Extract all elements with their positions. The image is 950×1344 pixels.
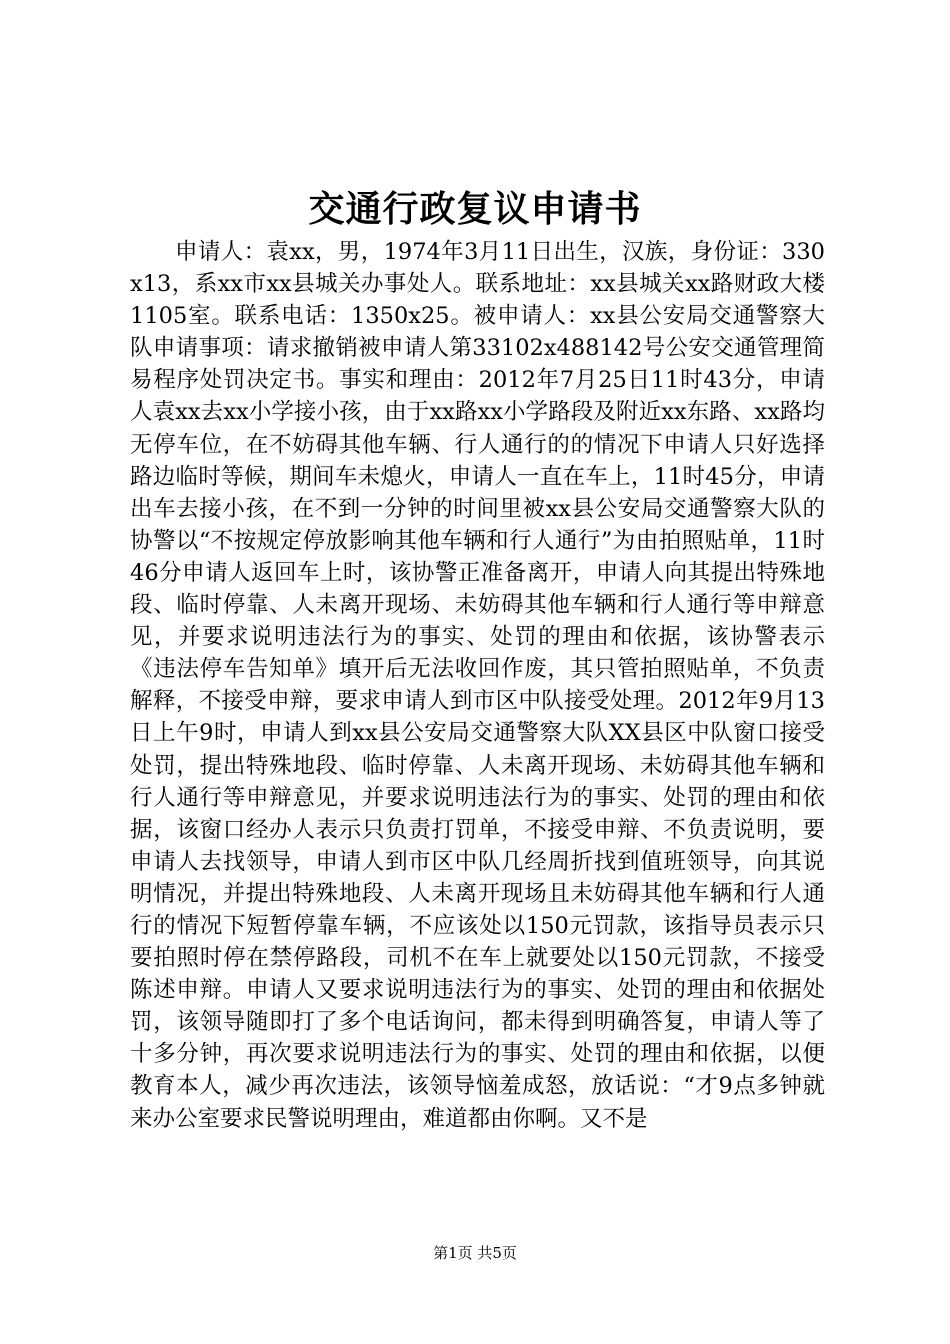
document-title: 交通行政复议申请书	[308, 188, 642, 230]
document-body-paragraph: 申请人：袁xx，男，1974年3月11日出生，汉族，身份证：330x13，系xx市xx县城关办事处人。联系地址：xx县城关xx路财政大楼1105室。联系电话：1350x25。被申请人：xx县公安局交通警察大队申请事项：请求撤销被申请人第33102x488142号公安交通管理简易程序处罚决定书。事实和理由：2012年7月25日11时43分，申请人袁xx去xx小学接小孩，由于xx路xx小学路段及附近xx东路、xx路均无停车位，在不妨碍其他车辆、行人通行的的情况下申请人只好选择路边临时等候，期间车未熄火，申请人一直在车上，11时45分，申请出车去接小孩，在不到一分钟的时间里被xx县公安局交通警察大队的协警以“不按规定停放影响其他车辆和行人通行”为由拍照贴单，11时46分申请人返回车上时，该协警正准备离开，申请人向其提出特殊地段、临时停靠、人未离开现场、未妨碍其他车辆和行人通行等申辩意见，并要求说明违法行为的事实、处罚的理由和依据，该协警表示《违法停车告知单》填开后无法收回作废，其只管拍照贴单，不负责解释，不接受申辩，要求申请人到市区中队接受处理。2012年9月13日上午9时，申请人到xx县公安局交通警察大队XX县区中队窗口接受处罚，提出特殊地段、临时停靠、人未离开现场、未妨碍其他车辆和行人通行等申辩意见，并要求说明违法行为的事实、处罚的理由和依据，该窗口经办人表示只负责打罚单，不接受申辩、不负责说明，要申请人去找领导，申请人到市区中队几经周折找到值班领导，向其说明情况，并提出特殊地段、人未离开现场且未妨碍其他车辆和行人通行的情况下短暂停靠车辆，不应该处以150元罚款，该指导员表示只要拍照时停在禁停路段，司机不在车上就要处以150元罚款，不接受陈述申辩。申请人又要求说明违法行为的事实、处罚的理由和依据处罚，该领导随即打了多个电话询问，都未得到明确答复，申请人等了十多分钟，再次要求说明违法行为的事实、处罚的理由和依据，以便教育本人，减少再次违法，该领导恼羞成怒，放话说：“才9点多钟就来办公室要求民警说明理由，难道都由你啊。又不是	[130, 239, 825, 1132]
page-number-footer: 第1页 共5页	[433, 1244, 517, 1262]
